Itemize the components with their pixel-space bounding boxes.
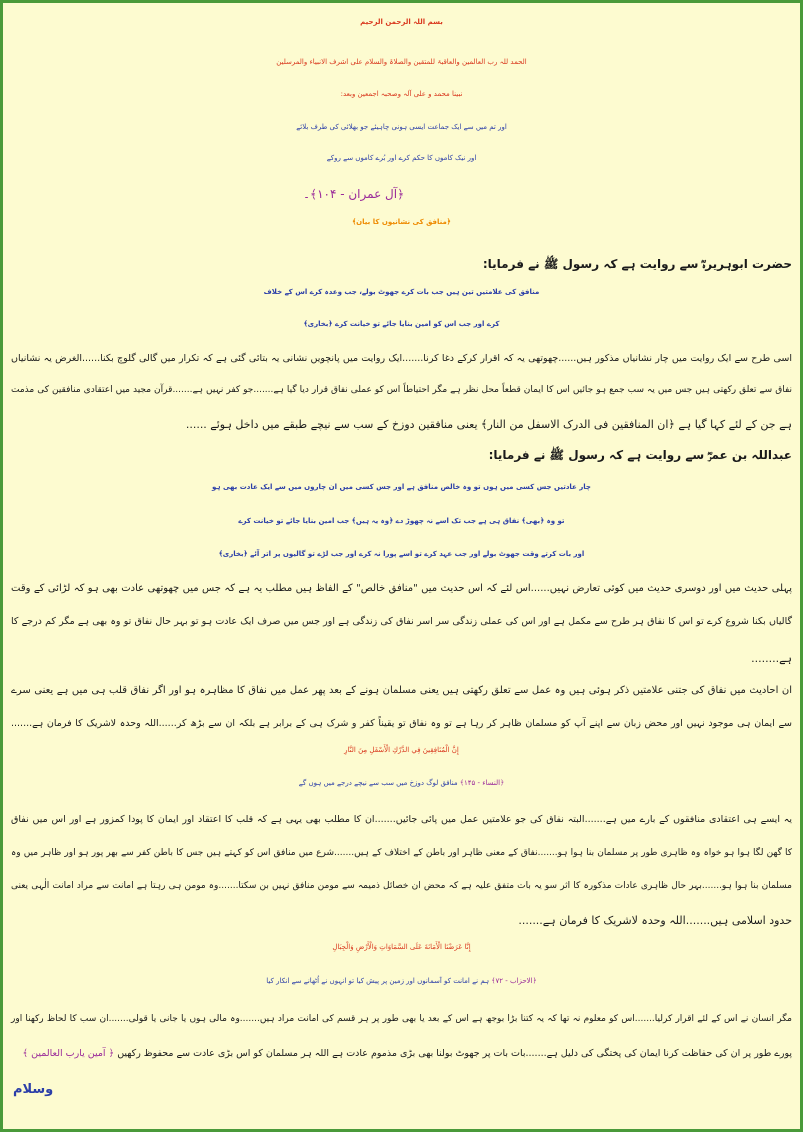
hadith2-text-2: تو وہ ﴿بھی﴾ نفاق ہی ہے جب تک اسے نہ چھوڑ دے ﴿وہ یہ ہیں﴾ جب امین بنایا جائے تو خیانت کرے xyxy=(238,517,565,525)
paragraph-3-line-2: سے ایمان ہی موجود نہیں اور محض زبان سے اپنے آپ کو مسلمان ظاہر کر رہا ہے تو وہ نفاق تو یقیناً کفر و شرک ہی کے برابر ہے بلکہ ان سے بڑھ کر......اللہ وحدہ لاشریک کا فرمان ہے....... xyxy=(11,718,792,729)
hadith1-intro: حضرت ابوہریرہؓ سے روایت ہے کہ رسول ﷺ نے فرمایا: xyxy=(482,257,792,271)
verse-1-translation-line xyxy=(3,780,800,787)
hadith2-intro: عبداللہ بن عمرؓ سے روایت ہے کہ رسول ﷺ نے فرمایا: xyxy=(488,448,792,462)
closing-dua: ﴿ آمین یارب العالمین ﴾ xyxy=(22,1048,115,1059)
paragraph-4-line-2: کا گھن لگا ہوا ہو خواہ وہ ظاہری طور پر مسلمان بنا ہوا ہو.......نفاق کے معنی ظاہر اور باطن کے اختلاف کے ہیں.......شرع میں منافق اس کو کہتے ہیں جس کا باطن کفر سے بھر پور ہو اور ظاہر میں وہ xyxy=(11,848,792,858)
verse-2-translation-line xyxy=(3,978,800,985)
verse-1-reference: ﴿النساء - ۱۴۵﴾ xyxy=(459,779,505,787)
page-heading: ﴿منافق کی نشانیوں کا بیان﴾ xyxy=(352,218,451,226)
paragraph-1-line-2: نفاق سے تعلق رکھتی ہیں جس میں یہ سب جمع ہو جائیں اس کا ایمان قطعاً محل نظر ہے مگر احتیاطاً اس کو عملی نفاق قرار دیا گیا ہے.......جو کفر نہیں ہے.......قرآن مجید میں اعتقادی منافقین کی مذمت xyxy=(11,385,792,395)
ayah-translation-2: اور نیک کاموں کا حکم کرے اور بُرے کاموں سے روکے xyxy=(326,154,477,162)
verse-2-reference: ﴿الاحزاب - ۷۲﴾ xyxy=(491,977,537,985)
hamd-line: الحمد للہ رب العالمین والعاقبۃ للمتقین والصلاۃ والسلام علی اشرف الانبیاء والمرسلین xyxy=(276,58,527,66)
ayah-reference: ﴿آل عمران - ۱۰۴﴾۔ xyxy=(303,187,405,201)
paragraph-1-line-3: ہے جن کے لئے کہا گیا ہے ﴿ان المنافقین فی الدرک الاسفل من النار﴾ یعنی منافقین دوزخ کے سب سے نیچے طبقے میں داخل ہوئے ...... xyxy=(185,418,792,431)
durood-line: نبینا محمد و علی آلہ وصحبہ اجمعین وبعد: xyxy=(340,90,463,98)
paragraph-5-line-2-wrap xyxy=(23,1049,792,1059)
paragraph-1-line-1: اسی طرح سے ایک روایت میں چار نشانیاں مذکور ہیں......چھوتھی یہ کہ اقرار کرکے دغا کرنا.......ایک روایت میں پانچویں نشانی یہ بتائی گئی ہے کہ تکرار میں گالی گلوچ بکنا......الغرض یہ نشانیاں xyxy=(11,353,792,364)
closing-salaam: وسلام xyxy=(13,1082,54,1097)
bismillah: بسم اللہ الرحمن الرحیم xyxy=(360,18,443,26)
ayah-translation-1: اور تم میں سے ایک جماعت ایسی ہونی چاہیئے جو بھلائی کی طرف بلائے xyxy=(296,123,507,131)
verse-1-translation: منافق لوگ دوزخ میں سب سے نیچے درجے میں ہوں گے xyxy=(298,779,458,787)
verse-2: إِنَّا عَرَضْنَا الْأَمَانَةَ عَلَى السَّمَاوَاتِ وَالْأَرْضِ وَالْجِبَالِ xyxy=(332,943,471,951)
paragraph-4-line-4: حدود اسلامی ہیں.......اللہ وحدہ لاشریک کا فرمان ہے....... xyxy=(518,914,792,927)
hadith1-text-2: کرے اور جب اس کو امین بنایا جائے تو خیانت کرے ﴿بخاری﴾ xyxy=(303,320,500,328)
paragraph-2-line-3: ہے........ xyxy=(751,652,792,665)
paragraph-5-line-2: پورے طور پر ان کی حفاظت کرنا ایمان کی پختگی کی دلیل ہے.......بات بات پر جھوٹ بولنا بھی بڑی مذموم عادت ہے اللہ ہر مسلمان کو اس بڑی عادت سے محفوظ رکھیں xyxy=(117,1048,792,1059)
hadith2-text-3: اور بات کرتے وقت جھوٹ بولے اور جب عہد کرے تو اسے پورا نہ کرے اور جب لڑے تو گالیوں پر اتر آئے ﴿بخاری﴾ xyxy=(218,550,585,558)
verse-1: إِنَّ الْمُنَافِقِينَ فِي الدَّرْكِ الْأَسْفَلِ مِنَ النَّارِ xyxy=(344,746,459,754)
paragraph-3-line-1: ان احادیث میں نفاق کی جتنی علامتیں ذکر ہوئی ہیں وہ عمل سے تعلق رکھتی ہیں یعنی مسلمان ہونے کے بعد پھر عمل میں نفاق کا مظاہرہ ہو اور اگر نفاق قلب ہی میں ہے یعنی سرے xyxy=(11,685,792,696)
paragraph-4-line-1: یہ ایسے ہی اعتقادی منافقوں کے بارے میں ہے.......البتہ نفاق کی جو علامتیں عمل میں پائی جائیں.......ان کا مطلب بھی یہی ہے کہ قلب کا اعتقاد اور ایمان کا پودا کمزور ہے اور اس میں نفاق xyxy=(11,814,792,825)
verse-2-translation: ہم نے امانت کو آسمانوں اور زمین پر پیش کیا تو انہوں نے اُٹھانے سے انکار کیا xyxy=(266,977,490,985)
hadith2-text-1: چار عادتیں جس کسی میں ہوں تو وہ خالص منافق ہے اور جس کسی میں ان چاروں میں سے ایک عادت بھی ہو xyxy=(212,483,591,491)
paragraph-4-line-3: مسلمان بنا ہوا ہو.......بہر حال ظاہری عادات مذکورہ کا اثر سو یہ بات متفق علیہ ہے کہ محض ان خصائل ذمیمہ سے مومن منافق نہیں بن سکتا.......وہ مومن ہی رہتا ہے امانت سے مراد امانت الٰہی یعنی xyxy=(11,881,792,891)
paragraph-2-line-2: گالیاں بکنا شروع کرے تو اس کا نفاق ہر طرح سے مکمل ہے اور اس کی عملی زندگی سر اسر نفاق کی زندگی ہے اور جس میں صرف ایک عادت ہو تو بہر حال نفاق تو وہ بھی ہے مگر کم درجے کا xyxy=(11,616,792,627)
hadith1-text-1: منافق کی علامتیں تین ہیں جب بات کرے جھوٹ بولے، جب وعدہ کرے اس کے خلاف xyxy=(263,288,540,296)
paragraph-2-line-1: پہلی حدیث میں اور دوسری حدیث میں کوئی تعارض نہیں......اس لئے کہ اس حدیث میں "منافق خالص" کے الفاظ ہیں مطلب یہ ہے کہ جس میں چھوتھی عادت بھی ہو کہ لڑائی کے وقت xyxy=(11,583,792,594)
paragraph-5-line-1: مگر انسان نے اس کے لئے اقرار کرلیا.......اس کو معلوم نہ تھا کہ یہ کتنا بڑا بوجھ ہے اس کے بعد یا بھی طور پر ہر قسم کی امانت مراد ہیں.......وہ مالی ہوں یا جانی یا قولی.......ان سب کا لحاظ رکھنا اور xyxy=(11,1014,792,1024)
